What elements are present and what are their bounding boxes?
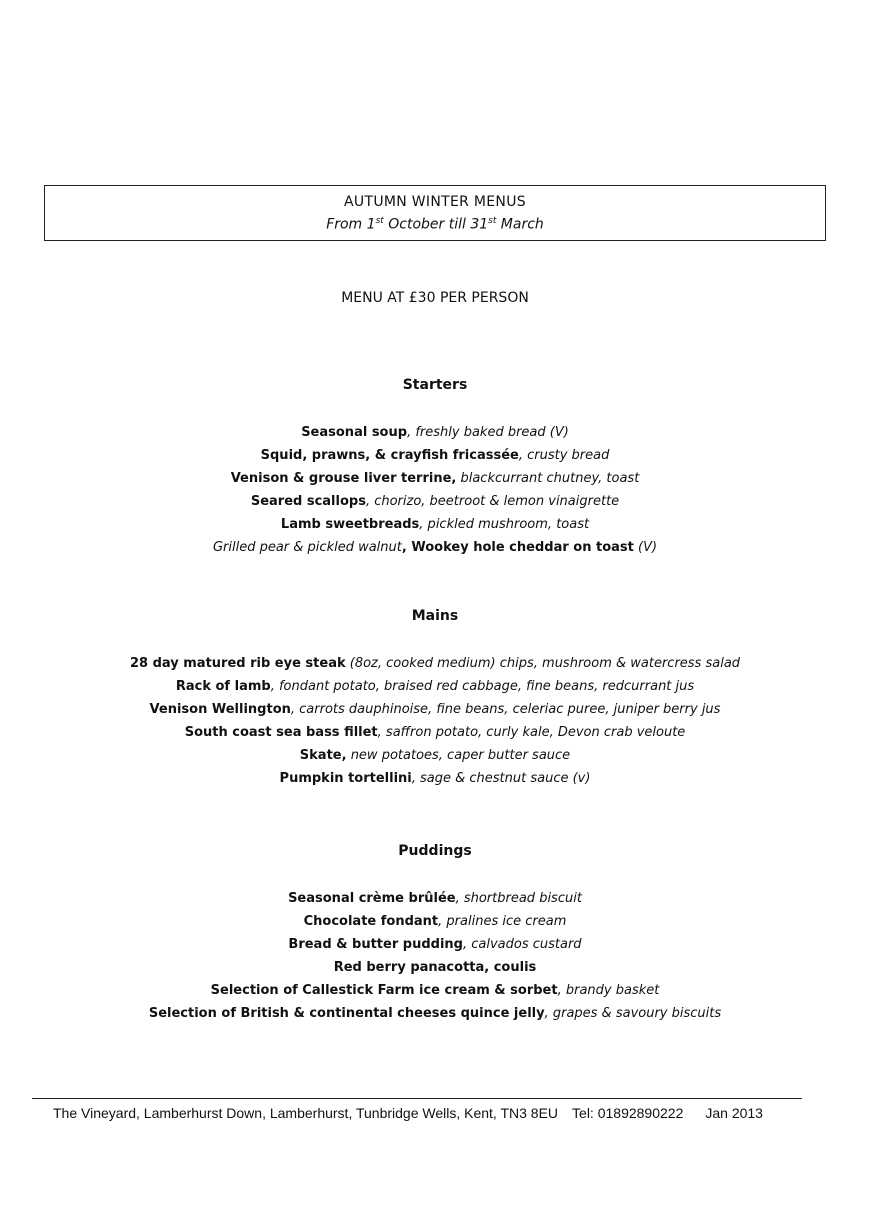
section-title-starters: Starters: [402, 377, 468, 393]
footer-address: The Vineyard, Lamberhurst Down, Lamberhurst, Tunbridge Wells, Kent, TN3 8EU: [53, 1105, 559, 1121]
menu-item: South coast sea bass fillet, saffron potato, curly kale, Devon crab veloute: [184, 725, 686, 740]
footer-divider: [32, 1098, 802, 1099]
menu-item: 28 day matured rib eye steak (8oz, cooked medium) chips, mushroom & watercress salad: [129, 656, 741, 671]
menu-title: AUTUMN WINTER MENUS: [344, 194, 526, 210]
menu-item: Bread & butter pudding, calvados custard: [288, 937, 582, 952]
menu-item: Squid, prawns, & crayfish fricassée, crusty bread: [260, 448, 610, 463]
menu-item: Selection of Callestick Farm ice cream & sorbet, brandy basket: [210, 983, 660, 998]
menu-price: MENU AT £30 PER PERSON: [341, 290, 529, 306]
puddings-list: [0, 887, 870, 1025]
menu-item: Chocolate fondant, pralines ice cream: [303, 914, 567, 929]
menu-item: Pumpkin tortellini, sage & chestnut sauce (v): [279, 771, 591, 786]
menu-item: Grilled pear & pickled walnut, Wookey hole cheddar on toast (V): [212, 540, 658, 555]
menu-header-box: [44, 185, 826, 241]
footer-phone: Tel: 01892890222: [572, 1105, 684, 1121]
menu-item: Venison & grouse liver terrine, blackcurrant chutney, toast: [230, 471, 640, 486]
menu-item: Seared scallops, chorizo, beetroot & lemon vinaigrette: [250, 494, 620, 509]
section-title-puddings: Puddings: [398, 843, 472, 859]
starters-section: [0, 377, 870, 559]
menu-item: Skate, new potatoes, caper butter sauce: [299, 748, 571, 763]
menu-item: Venison Wellington, carrots dauphinoise, fine beans, celeriac puree, juniper berry jus: [149, 702, 721, 717]
puddings-section: [0, 843, 870, 1025]
footer-date: Jan 2013: [705, 1105, 763, 1121]
menu-item: Seasonal soup, freshly baked bread (V): [301, 425, 569, 440]
mains-list: [0, 652, 870, 790]
mains-section: [0, 608, 870, 790]
section-title-mains: Mains: [411, 608, 459, 624]
menu-dates: From 1st October till 31st March: [326, 216, 544, 233]
menu-item: Selection of British & continental cheeses quince jelly, grapes & savoury biscuits: [148, 1006, 722, 1021]
menu-item: Rack of lamb, fondant potato, braised red cabbage, fine beans, redcurrant jus: [175, 679, 695, 694]
starters-list: [0, 421, 870, 559]
menu-item: Red berry panacotta, coulis: [333, 960, 537, 975]
menu-item: Seasonal crème brûlée, shortbread biscuit: [288, 891, 582, 906]
menu-item: Lamb sweetbreads, pickled mushroom, toast: [280, 517, 590, 532]
footer: [53, 1105, 763, 1121]
